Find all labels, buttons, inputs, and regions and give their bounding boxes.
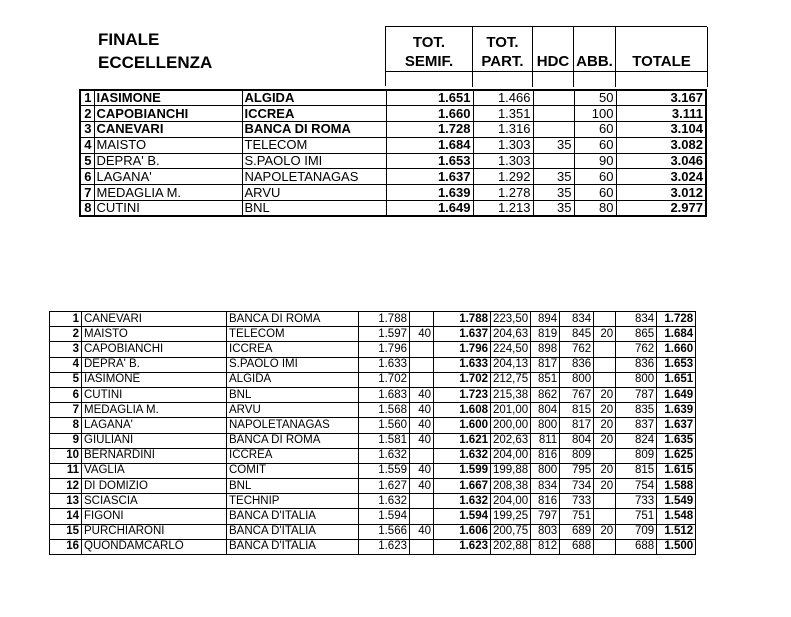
score-cell: 1.581 [359, 433, 410, 448]
subtotal-cell: 837 [616, 418, 657, 433]
title-line-1: FINALE [98, 30, 160, 49]
position-cell: 15 [50, 524, 82, 539]
score-cell: 1.627 [359, 479, 410, 494]
header-tot-semif: TOT. SEMIF. [386, 27, 473, 87]
half-b-cell: 817 [560, 418, 594, 433]
hdc-cell: 35 [533, 169, 574, 185]
company-cell: BNL [227, 387, 359, 402]
half-b-cell: 800 [560, 372, 594, 387]
header-abb: ABB. [574, 27, 616, 87]
position-cell: 2 [80, 106, 94, 122]
total-score-cell: 1.796 [434, 342, 491, 357]
half-a-cell: 834 [531, 479, 560, 494]
extra-cell: 20 [594, 479, 616, 494]
tot-semif-cell: 1.637 [386, 169, 473, 185]
subtotal-cell: 835 [616, 403, 657, 418]
average-cell: 204,63 [491, 327, 531, 342]
extra-cell: 20 [594, 418, 616, 433]
table-row [50, 372, 696, 387]
score-cell: 1.632 [359, 448, 410, 463]
semifinal-results-table [49, 311, 696, 555]
final-cell: 1.549 [657, 494, 696, 509]
hdc-cell: 35 [533, 201, 574, 217]
table-row [50, 387, 696, 402]
table-row [80, 137, 706, 153]
subtotal-cell: 800 [616, 372, 657, 387]
final-standings-table [79, 89, 707, 217]
bonus-cell [410, 494, 434, 509]
final-cell: 1.639 [657, 403, 696, 418]
final-cell: 1.653 [657, 357, 696, 372]
hdc-cell [533, 153, 574, 169]
player-name-cell: MAISTO [94, 137, 242, 153]
tot-part-cell: 1.316 [473, 122, 533, 138]
player-name-cell: GIULIANI [82, 433, 227, 448]
extra-cell [594, 448, 616, 463]
hdc-cell [533, 90, 574, 106]
final-cell: 1.651 [657, 372, 696, 387]
tot-semif-cell: 1.728 [386, 122, 473, 138]
bonus-cell: 40 [410, 403, 434, 418]
score-cell: 1.594 [359, 509, 410, 524]
bonus-cell [410, 539, 434, 554]
score-cell: 1.560 [359, 418, 410, 433]
subtotal-cell: 836 [616, 357, 657, 372]
company-cell: BANCA D'ITALIA [227, 539, 359, 554]
extra-cell: 20 [594, 327, 616, 342]
position-cell: 7 [80, 185, 94, 201]
extra-cell: 20 [594, 387, 616, 402]
subtotal-cell: 709 [616, 524, 657, 539]
hdc-cell [533, 106, 574, 122]
tot-part-cell: 1.292 [473, 169, 533, 185]
bonus-cell: 40 [410, 463, 434, 478]
subtotal-cell: 809 [616, 448, 657, 463]
position-cell: 9 [50, 433, 82, 448]
table-row [80, 169, 706, 185]
total-score-cell: 1.599 [434, 463, 491, 478]
extra-cell [594, 494, 616, 509]
company-cell: ICCREA [227, 342, 359, 357]
hdc-cell [533, 122, 574, 138]
half-b-cell: 815 [560, 403, 594, 418]
bonus-cell: 40 [410, 433, 434, 448]
player-name-cell: MAISTO [82, 327, 227, 342]
totale-cell: 3.167 [616, 90, 706, 106]
subtotal-cell: 865 [616, 327, 657, 342]
tot-part-cell: 1.303 [473, 137, 533, 153]
bonus-cell [410, 312, 434, 327]
score-cell: 1.566 [359, 524, 410, 539]
half-b-cell: 762 [560, 342, 594, 357]
average-cell: 208,38 [491, 479, 531, 494]
company-cell: TELECOM [227, 327, 359, 342]
table-row [50, 433, 696, 448]
company-cell: BANCA D'ITALIA [227, 524, 359, 539]
totale-cell: 3.024 [616, 169, 706, 185]
company-cell: TECHNIP [227, 494, 359, 509]
totale-cell: 3.012 [616, 185, 706, 201]
score-cell: 1.568 [359, 403, 410, 418]
average-cell: 204,13 [491, 357, 531, 372]
position-cell: 14 [50, 509, 82, 524]
bonus-cell: 40 [410, 524, 434, 539]
position-cell: 4 [80, 137, 94, 153]
top-table-header [385, 26, 707, 86]
total-score-cell: 1.632 [434, 494, 491, 509]
score-cell: 1.683 [359, 387, 410, 402]
table-row [50, 403, 696, 418]
table-row [50, 479, 696, 494]
final-cell: 1.500 [657, 539, 696, 554]
player-name-cell: CUTINI [82, 387, 227, 402]
abb-cell: 60 [574, 169, 616, 185]
extra-cell [594, 312, 616, 327]
extra-cell: 20 [594, 403, 616, 418]
score-cell: 1.702 [359, 372, 410, 387]
half-b-cell: 734 [560, 479, 594, 494]
table-row [50, 494, 696, 509]
average-cell: 215,38 [491, 387, 531, 402]
average-cell: 204,00 [491, 494, 531, 509]
total-score-cell: 1.600 [434, 418, 491, 433]
position-cell: 2 [50, 327, 82, 342]
total-score-cell: 1.632 [434, 448, 491, 463]
extra-cell [594, 342, 616, 357]
player-name-cell: MEDAGLIA M. [82, 403, 227, 418]
player-name-cell: CAPOBIANCHI [82, 342, 227, 357]
half-a-cell: 862 [531, 387, 560, 402]
company-cell: S.PAOLO IMI [242, 153, 386, 169]
abb-cell: 80 [574, 201, 616, 217]
average-cell: 199,88 [491, 463, 531, 478]
extra-cell: 20 [594, 524, 616, 539]
subtotal-cell: 688 [616, 539, 657, 554]
total-score-cell: 1.637 [434, 327, 491, 342]
score-cell: 1.623 [359, 539, 410, 554]
player-name-cell: LAGANA' [94, 169, 242, 185]
score-cell: 1.633 [359, 357, 410, 372]
header-totale: TOTALE [616, 27, 708, 87]
table-row [50, 418, 696, 433]
tot-semif-cell: 1.684 [386, 137, 473, 153]
table-row [50, 539, 696, 554]
player-name-cell: FIGONI [82, 509, 227, 524]
position-cell: 5 [80, 153, 94, 169]
page-title [98, 28, 212, 74]
table-row [80, 185, 706, 201]
half-b-cell: 767 [560, 387, 594, 402]
half-a-cell: 851 [531, 372, 560, 387]
average-cell: 224,50 [491, 342, 531, 357]
half-a-cell: 894 [531, 312, 560, 327]
final-cell: 1.625 [657, 448, 696, 463]
totale-cell: 3.111 [616, 106, 706, 122]
player-name-cell: IASIMONE [82, 372, 227, 387]
extra-cell [594, 357, 616, 372]
tot-semif-cell: 1.639 [386, 185, 473, 201]
totale-cell: 2.977 [616, 201, 706, 217]
final-cell: 1.728 [657, 312, 696, 327]
position-cell: 6 [80, 169, 94, 185]
average-cell: 200,00 [491, 418, 531, 433]
tot-semif-cell: 1.651 [386, 90, 473, 106]
average-cell: 212,75 [491, 372, 531, 387]
player-name-cell: CANEVARI [94, 122, 242, 138]
half-b-cell: 804 [560, 433, 594, 448]
table-row [50, 463, 696, 478]
position-cell: 13 [50, 494, 82, 509]
company-cell: BNL [227, 479, 359, 494]
half-b-cell: 751 [560, 509, 594, 524]
player-name-cell: DI DOMIZIO [82, 479, 227, 494]
player-name-cell: LAGANA' [82, 418, 227, 433]
tot-part-cell: 1.213 [473, 201, 533, 217]
bonus-cell: 40 [410, 479, 434, 494]
half-b-cell: 795 [560, 463, 594, 478]
abb-cell: 60 [574, 122, 616, 138]
subtotal-cell: 815 [616, 463, 657, 478]
title-line-2: ECCELLENZA [98, 53, 213, 72]
average-cell: 199,25 [491, 509, 531, 524]
average-cell: 202,63 [491, 433, 531, 448]
final-cell: 1.649 [657, 387, 696, 402]
table-row [50, 524, 696, 539]
final-cell: 1.635 [657, 433, 696, 448]
player-name-cell: CAPOBIANCHI [94, 106, 242, 122]
company-cell: ICCREA [242, 106, 386, 122]
abb-cell: 60 [574, 137, 616, 153]
extra-cell [594, 539, 616, 554]
tot-part-cell: 1.351 [473, 106, 533, 122]
final-cell: 1.660 [657, 342, 696, 357]
total-score-cell: 1.633 [434, 357, 491, 372]
final-cell: 1.637 [657, 418, 696, 433]
company-cell: NAPOLETANAGAS [227, 418, 359, 433]
table-row [50, 327, 696, 342]
position-cell: 11 [50, 463, 82, 478]
half-a-cell: 797 [531, 509, 560, 524]
player-name-cell: SCIASCIA [82, 494, 227, 509]
player-name-cell: CANEVARI [82, 312, 227, 327]
average-cell: 200,75 [491, 524, 531, 539]
position-cell: 7 [50, 403, 82, 418]
company-cell: BANCA D'ITALIA [227, 509, 359, 524]
half-a-cell: 800 [531, 418, 560, 433]
table-row [50, 312, 696, 327]
position-cell: 12 [50, 479, 82, 494]
company-cell: BANCA DI ROMA [227, 433, 359, 448]
player-name-cell: CUTINI [94, 201, 242, 217]
bonus-cell: 40 [410, 327, 434, 342]
abb-cell: 100 [574, 106, 616, 122]
subtotal-cell: 751 [616, 509, 657, 524]
company-cell: BNL [242, 201, 386, 217]
tot-part-cell: 1.303 [473, 153, 533, 169]
company-cell: COMIT [227, 463, 359, 478]
company-cell: S.PAOLO IMI [227, 357, 359, 372]
tot-semif-cell: 1.653 [386, 153, 473, 169]
player-name-cell: QUONDAMCARLO [82, 539, 227, 554]
bonus-cell [410, 372, 434, 387]
subtotal-cell: 762 [616, 342, 657, 357]
half-a-cell: 816 [531, 448, 560, 463]
table-row [50, 357, 696, 372]
table-row [80, 90, 706, 106]
final-cell: 1.684 [657, 327, 696, 342]
average-cell: 223,50 [491, 312, 531, 327]
abb-cell: 60 [574, 185, 616, 201]
half-a-cell: 816 [531, 494, 560, 509]
half-b-cell: 689 [560, 524, 594, 539]
company-cell: TELECOM [242, 137, 386, 153]
extra-cell: 20 [594, 463, 616, 478]
abb-cell: 90 [574, 153, 616, 169]
total-score-cell: 1.623 [434, 539, 491, 554]
average-cell: 202,88 [491, 539, 531, 554]
totale-cell: 3.104 [616, 122, 706, 138]
average-cell: 201,00 [491, 403, 531, 418]
subtotal-cell: 834 [616, 312, 657, 327]
half-b-cell: 834 [560, 312, 594, 327]
company-cell: NAPOLETANAGAS [242, 169, 386, 185]
player-name-cell: VAGLIA [82, 463, 227, 478]
hdc-cell: 35 [533, 137, 574, 153]
company-cell: ALGIDA [227, 372, 359, 387]
total-score-cell: 1.702 [434, 372, 491, 387]
player-name-cell: IASIMONE [94, 90, 242, 106]
half-a-cell: 819 [531, 327, 560, 342]
bonus-cell [410, 357, 434, 372]
company-cell: BANCA DI ROMA [242, 122, 386, 138]
position-cell: 8 [50, 418, 82, 433]
tot-part-cell: 1.466 [473, 90, 533, 106]
subtotal-cell: 733 [616, 494, 657, 509]
half-a-cell: 817 [531, 357, 560, 372]
average-cell: 204,00 [491, 448, 531, 463]
total-score-cell: 1.594 [434, 509, 491, 524]
total-score-cell: 1.608 [434, 403, 491, 418]
company-cell: ICCREA [227, 448, 359, 463]
position-cell: 16 [50, 539, 82, 554]
position-cell: 1 [80, 90, 94, 106]
total-score-cell: 1.667 [434, 479, 491, 494]
header-hdc: HDC [533, 27, 574, 87]
total-score-cell: 1.621 [434, 433, 491, 448]
score-cell: 1.788 [359, 312, 410, 327]
total-score-cell: 1.723 [434, 387, 491, 402]
abb-cell: 50 [574, 90, 616, 106]
extra-cell: 20 [594, 433, 616, 448]
position-cell: 10 [50, 448, 82, 463]
subtotal-cell: 824 [616, 433, 657, 448]
half-b-cell: 845 [560, 327, 594, 342]
position-cell: 5 [50, 372, 82, 387]
totale-cell: 3.082 [616, 137, 706, 153]
position-cell: 4 [50, 357, 82, 372]
player-name-cell: DEPRA' B. [82, 357, 227, 372]
hdc-cell: 35 [533, 185, 574, 201]
position-cell: 8 [80, 201, 94, 217]
bonus-cell: 40 [410, 387, 434, 402]
extra-cell [594, 509, 616, 524]
half-a-cell: 811 [531, 433, 560, 448]
extra-cell [594, 372, 616, 387]
table-row [80, 153, 706, 169]
player-name-cell: DEPRA' B. [94, 153, 242, 169]
final-cell: 1.588 [657, 479, 696, 494]
tot-semif-cell: 1.660 [386, 106, 473, 122]
player-name-cell: BERNARDINI [82, 448, 227, 463]
score-cell: 1.559 [359, 463, 410, 478]
position-cell: 3 [50, 342, 82, 357]
bonus-cell: 40 [410, 418, 434, 433]
subtotal-cell: 787 [616, 387, 657, 402]
position-cell: 3 [80, 122, 94, 138]
half-a-cell: 812 [531, 539, 560, 554]
score-cell: 1.632 [359, 494, 410, 509]
score-cell: 1.597 [359, 327, 410, 342]
bonus-cell [410, 509, 434, 524]
company-cell: ARVU [242, 185, 386, 201]
half-b-cell: 836 [560, 357, 594, 372]
half-a-cell: 800 [531, 463, 560, 478]
table-row [80, 201, 706, 217]
score-cell: 1.796 [359, 342, 410, 357]
half-a-cell: 898 [531, 342, 560, 357]
half-b-cell: 688 [560, 539, 594, 554]
table-row [80, 122, 706, 138]
table-row [50, 509, 696, 524]
final-cell: 1.512 [657, 524, 696, 539]
player-name-cell: MEDAGLIA M. [94, 185, 242, 201]
final-cell: 1.615 [657, 463, 696, 478]
header-tot-part: TOT. PART. [473, 27, 533, 87]
bonus-cell [410, 342, 434, 357]
half-b-cell: 733 [560, 494, 594, 509]
totale-cell: 3.046 [616, 153, 706, 169]
position-cell: 1 [50, 312, 82, 327]
tot-part-cell: 1.278 [473, 185, 533, 201]
company-cell: BANCA DI ROMA [227, 312, 359, 327]
position-cell: 6 [50, 387, 82, 402]
table-row [50, 448, 696, 463]
player-name-cell: PURCHIARONI [82, 524, 227, 539]
total-score-cell: 1.788 [434, 312, 491, 327]
table-row [50, 342, 696, 357]
half-b-cell: 809 [560, 448, 594, 463]
table-row [80, 106, 706, 122]
final-cell: 1.548 [657, 509, 696, 524]
company-cell: ARVU [227, 403, 359, 418]
bonus-cell [410, 448, 434, 463]
half-a-cell: 804 [531, 403, 560, 418]
subtotal-cell: 754 [616, 479, 657, 494]
total-score-cell: 1.606 [434, 524, 491, 539]
half-a-cell: 803 [531, 524, 560, 539]
tot-semif-cell: 1.649 [386, 201, 473, 217]
company-cell: ALGIDA [242, 90, 386, 106]
